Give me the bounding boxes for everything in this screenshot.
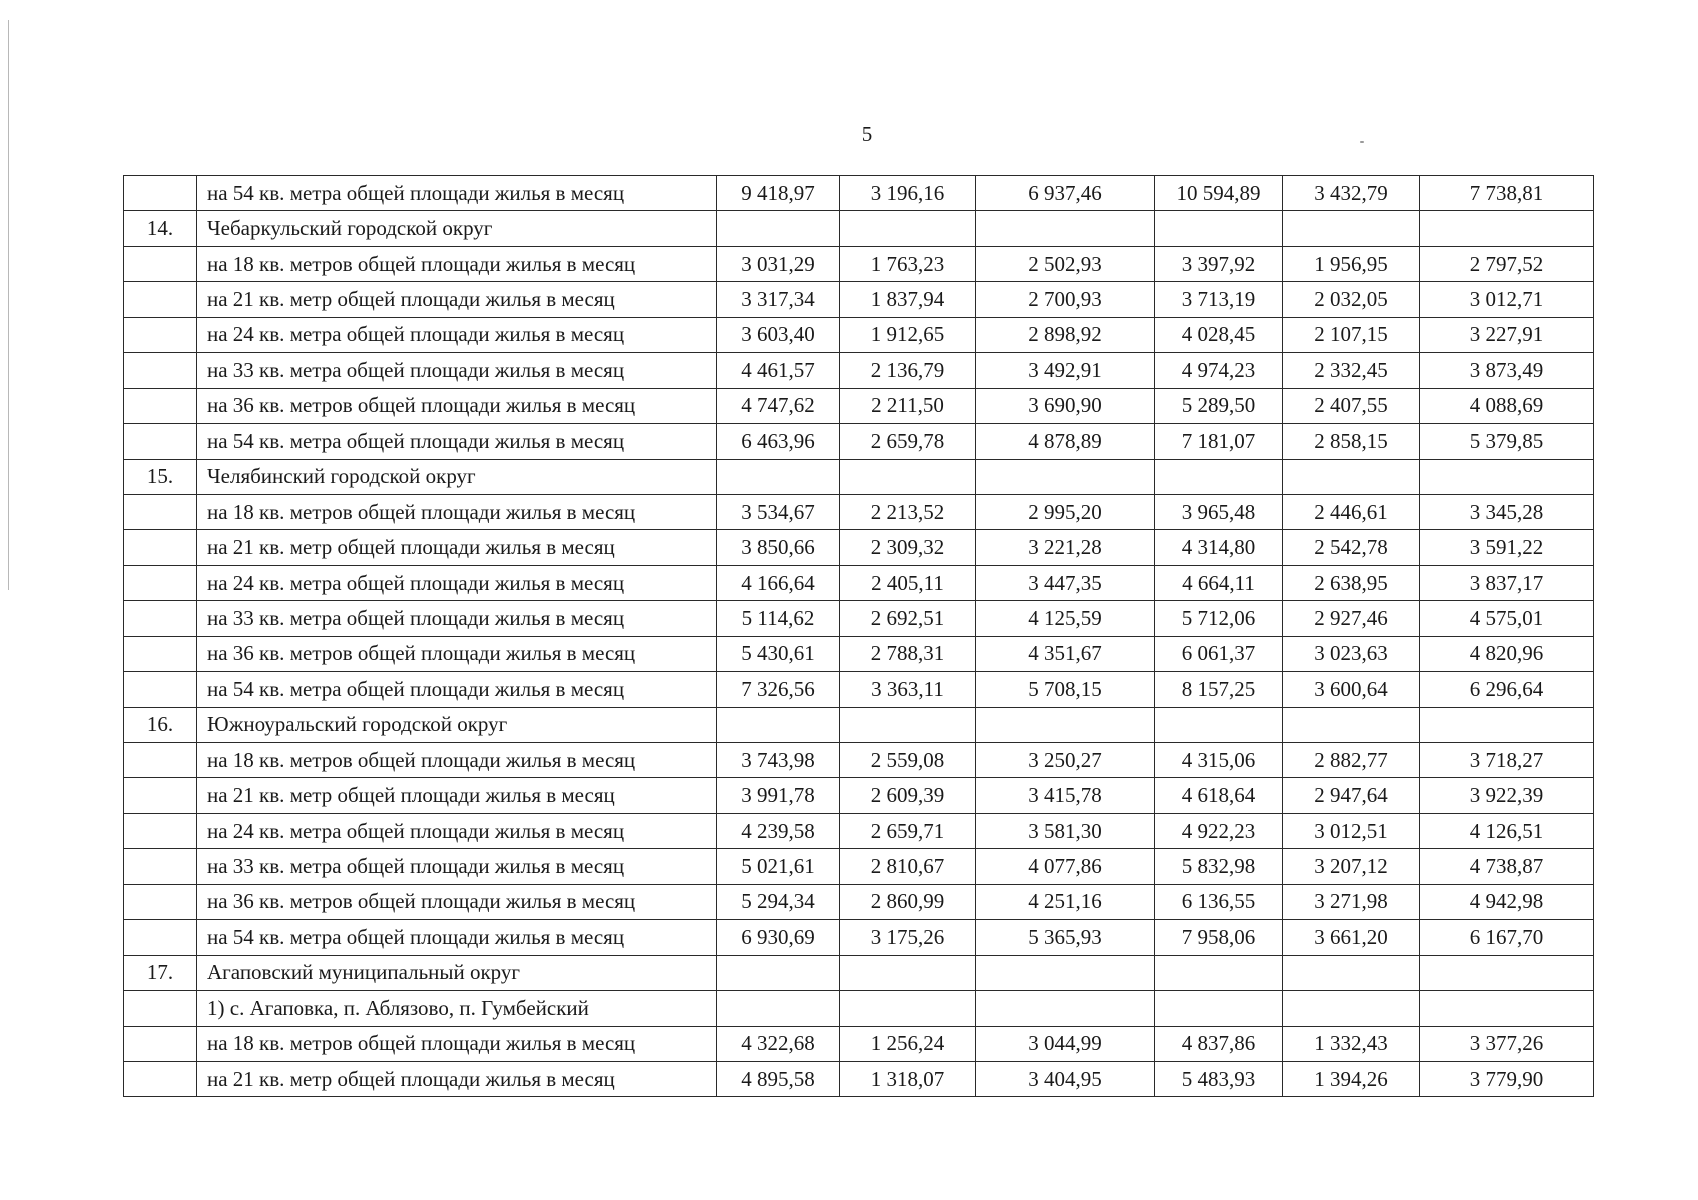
value-cell: 2 995,20 <box>976 494 1155 529</box>
value-cell: 4 028,45 <box>1155 317 1283 352</box>
value-cell: 3 404,95 <box>976 1061 1155 1096</box>
row-number <box>124 991 197 1026</box>
value-cell: 3 600,64 <box>1283 672 1420 707</box>
value-cell: 2 502,93 <box>976 246 1155 281</box>
row-number <box>124 601 197 636</box>
value-cell: 3 271,98 <box>1283 884 1420 919</box>
value-cell: 7 326,56 <box>717 672 840 707</box>
table-row <box>124 636 1594 671</box>
value-cell <box>976 991 1155 1026</box>
value-cell: 3 012,51 <box>1283 813 1420 848</box>
value-cell: 3 227,91 <box>1420 317 1594 352</box>
row-label: на 21 кв. метр общей площади жилья в месяц <box>197 530 717 565</box>
value-cell: 3 534,67 <box>717 494 840 529</box>
value-cell: 2 609,39 <box>840 778 976 813</box>
value-cell <box>1420 459 1594 494</box>
value-cell: 1 318,07 <box>840 1061 976 1096</box>
row-label: на 18 кв. метров общей площади жилья в месяц <box>197 1026 717 1061</box>
table-row <box>124 388 1594 423</box>
value-cell <box>717 955 840 990</box>
value-cell: 3 603,40 <box>717 317 840 352</box>
value-cell <box>840 955 976 990</box>
value-cell: 5 114,62 <box>717 601 840 636</box>
value-cell: 10 594,89 <box>1155 176 1283 211</box>
value-cell: 2 788,31 <box>840 636 976 671</box>
value-cell <box>717 459 840 494</box>
value-cell: 3 447,35 <box>976 565 1155 600</box>
value-cell <box>1283 991 1420 1026</box>
value-cell <box>840 211 976 246</box>
value-cell: 2 898,92 <box>976 317 1155 352</box>
value-cell: 4 314,80 <box>1155 530 1283 565</box>
tariff-table <box>123 175 1594 1097</box>
table-row <box>124 813 1594 848</box>
value-cell <box>840 459 976 494</box>
value-cell: 6 463,96 <box>717 424 840 459</box>
value-cell: 7 958,06 <box>1155 920 1283 955</box>
row-number: 15. <box>124 459 197 494</box>
row-label: Южноуральский городской округ <box>197 707 717 742</box>
value-cell: 1 837,94 <box>840 282 976 317</box>
row-number: 14. <box>124 211 197 246</box>
value-cell <box>1283 211 1420 246</box>
value-cell: 7 181,07 <box>1155 424 1283 459</box>
value-cell: 2 136,79 <box>840 353 976 388</box>
value-cell: 2 213,52 <box>840 494 976 529</box>
value-cell: 2 882,77 <box>1283 743 1420 778</box>
row-label: на 54 кв. метра общей площади жилья в месяц <box>197 672 717 707</box>
value-cell: 4 088,69 <box>1420 388 1594 423</box>
value-cell: 1 332,43 <box>1283 1026 1420 1061</box>
value-cell: 5 708,15 <box>976 672 1155 707</box>
value-cell: 5 430,61 <box>717 636 840 671</box>
row-label: на 21 кв. метр общей площади жилья в месяц <box>197 282 717 317</box>
table-row <box>124 707 1594 742</box>
row-label: на 18 кв. метров общей площади жилья в месяц <box>197 494 717 529</box>
row-number <box>124 282 197 317</box>
row-number <box>124 530 197 565</box>
value-cell: 4 747,62 <box>717 388 840 423</box>
value-cell <box>1420 211 1594 246</box>
row-number <box>124 1061 197 1096</box>
value-cell <box>1283 955 1420 990</box>
value-cell: 3 690,90 <box>976 388 1155 423</box>
value-cell: 2 659,78 <box>840 424 976 459</box>
value-cell: 3 012,71 <box>1420 282 1594 317</box>
value-cell: 4 351,67 <box>976 636 1155 671</box>
value-cell: 5 289,50 <box>1155 388 1283 423</box>
value-cell: 4 239,58 <box>717 813 840 848</box>
table-row <box>124 211 1594 246</box>
value-cell: 2 211,50 <box>840 388 976 423</box>
row-number <box>124 849 197 884</box>
value-cell: 2 032,05 <box>1283 282 1420 317</box>
value-cell: 3 415,78 <box>976 778 1155 813</box>
row-number <box>124 920 197 955</box>
value-cell: 5 365,93 <box>976 920 1155 955</box>
table-row <box>124 884 1594 919</box>
row-label: 1) с. Агаповка, п. Аблязово, п. Гумбейский <box>197 991 717 1026</box>
row-label: на 54 кв. метра общей площади жилья в месяц <box>197 176 717 211</box>
value-cell: 6 136,55 <box>1155 884 1283 919</box>
value-cell: 3 492,91 <box>976 353 1155 388</box>
table-row <box>124 282 1594 317</box>
value-cell: 4 126,51 <box>1420 813 1594 848</box>
row-label: на 36 кв. метров общей площади жилья в месяц <box>197 388 717 423</box>
table-row <box>124 530 1594 565</box>
table-row <box>124 353 1594 388</box>
value-cell: 6 061,37 <box>1155 636 1283 671</box>
value-cell: 4 322,68 <box>717 1026 840 1061</box>
value-cell: 5 712,06 <box>1155 601 1283 636</box>
value-cell: 4 895,58 <box>717 1061 840 1096</box>
value-cell: 1 763,23 <box>840 246 976 281</box>
value-cell: 6 167,70 <box>1420 920 1594 955</box>
table-row <box>124 601 1594 636</box>
value-cell: 8 157,25 <box>1155 672 1283 707</box>
value-cell: 3 397,92 <box>1155 246 1283 281</box>
scan-speck <box>1360 141 1364 143</box>
value-cell: 7 738,81 <box>1420 176 1594 211</box>
value-cell: 2 947,64 <box>1283 778 1420 813</box>
value-cell <box>717 211 840 246</box>
value-cell: 2 405,11 <box>840 565 976 600</box>
value-cell: 4 251,16 <box>976 884 1155 919</box>
row-number <box>124 246 197 281</box>
row-label: на 24 кв. метра общей площади жилья в месяц <box>197 317 717 352</box>
value-cell: 3 850,66 <box>717 530 840 565</box>
row-number <box>124 388 197 423</box>
value-cell: 5 294,34 <box>717 884 840 919</box>
value-cell: 4 315,06 <box>1155 743 1283 778</box>
value-cell <box>976 211 1155 246</box>
value-cell: 6 296,64 <box>1420 672 1594 707</box>
value-cell: 4 837,86 <box>1155 1026 1283 1061</box>
row-number <box>124 353 197 388</box>
row-number <box>124 743 197 778</box>
table-row <box>124 1026 1594 1061</box>
row-number <box>124 424 197 459</box>
value-cell: 3 377,26 <box>1420 1026 1594 1061</box>
row-number <box>124 1026 197 1061</box>
row-label: на 18 кв. метров общей площади жилья в месяц <box>197 246 717 281</box>
value-cell: 2 659,71 <box>840 813 976 848</box>
value-cell: 6 930,69 <box>717 920 840 955</box>
value-cell <box>1155 955 1283 990</box>
value-cell <box>1420 955 1594 990</box>
value-cell: 4 575,01 <box>1420 601 1594 636</box>
value-cell: 3 713,19 <box>1155 282 1283 317</box>
value-cell: 4 077,86 <box>976 849 1155 884</box>
table-row <box>124 246 1594 281</box>
value-cell: 3 432,79 <box>1283 176 1420 211</box>
value-cell <box>1155 707 1283 742</box>
value-cell: 3 175,26 <box>840 920 976 955</box>
row-number: 17. <box>124 955 197 990</box>
value-cell: 2 810,67 <box>840 849 976 884</box>
row-number <box>124 176 197 211</box>
value-cell: 1 912,65 <box>840 317 976 352</box>
table-row <box>124 743 1594 778</box>
row-label: на 54 кв. метра общей площади жилья в месяц <box>197 424 717 459</box>
value-cell <box>1155 991 1283 1026</box>
value-cell: 2 858,15 <box>1283 424 1420 459</box>
value-cell: 3 743,98 <box>717 743 840 778</box>
value-cell <box>1283 707 1420 742</box>
value-cell: 5 832,98 <box>1155 849 1283 884</box>
scan-edge-line <box>8 20 9 590</box>
table-row <box>124 991 1594 1026</box>
row-number <box>124 813 197 848</box>
value-cell: 3 581,30 <box>976 813 1155 848</box>
table-row <box>124 955 1594 990</box>
value-cell: 1 394,26 <box>1283 1061 1420 1096</box>
value-cell: 5 483,93 <box>1155 1061 1283 1096</box>
table-row <box>124 176 1594 211</box>
row-label: на 21 кв. метр общей площади жилья в месяц <box>197 778 717 813</box>
value-cell <box>976 955 1155 990</box>
value-cell: 2 542,78 <box>1283 530 1420 565</box>
row-label: на 36 кв. метров общей площади жилья в месяц <box>197 636 717 671</box>
row-number <box>124 884 197 919</box>
value-cell: 3 031,29 <box>717 246 840 281</box>
page-number: 5 <box>861 122 873 146</box>
row-number <box>124 565 197 600</box>
table-row <box>124 778 1594 813</box>
value-cell <box>717 991 840 1026</box>
value-cell: 2 638,95 <box>1283 565 1420 600</box>
value-cell: 3 837,17 <box>1420 565 1594 600</box>
value-cell: 3 363,11 <box>840 672 976 707</box>
value-cell: 4 738,87 <box>1420 849 1594 884</box>
value-cell: 3 317,34 <box>717 282 840 317</box>
table-row <box>124 672 1594 707</box>
row-label: на 36 кв. метров общей площади жилья в месяц <box>197 884 717 919</box>
value-cell: 4 166,64 <box>717 565 840 600</box>
table-row <box>124 424 1594 459</box>
value-cell: 3 922,39 <box>1420 778 1594 813</box>
value-cell: 4 820,96 <box>1420 636 1594 671</box>
value-cell: 3 044,99 <box>976 1026 1155 1061</box>
value-cell <box>840 707 976 742</box>
table-row <box>124 565 1594 600</box>
value-cell: 1 956,95 <box>1283 246 1420 281</box>
table-body <box>124 176 1594 1097</box>
value-cell: 2 446,61 <box>1283 494 1420 529</box>
value-cell: 2 700,93 <box>976 282 1155 317</box>
row-label: на 33 кв. метра общей площади жилья в месяц <box>197 353 717 388</box>
row-label: на 33 кв. метра общей площади жилья в месяц <box>197 849 717 884</box>
table-row <box>124 317 1594 352</box>
value-cell: 4 125,59 <box>976 601 1155 636</box>
value-cell: 4 461,57 <box>717 353 840 388</box>
value-cell: 4 942,98 <box>1420 884 1594 919</box>
value-cell <box>1420 991 1594 1026</box>
value-cell: 3 591,22 <box>1420 530 1594 565</box>
value-cell: 4 664,11 <box>1155 565 1283 600</box>
value-cell: 5 379,85 <box>1420 424 1594 459</box>
value-cell: 2 332,45 <box>1283 353 1420 388</box>
value-cell: 3 196,16 <box>840 176 976 211</box>
row-label: Челябинский городской округ <box>197 459 717 494</box>
value-cell <box>976 707 1155 742</box>
row-number <box>124 317 197 352</box>
value-cell <box>1420 707 1594 742</box>
value-cell: 4 878,89 <box>976 424 1155 459</box>
value-cell: 3 991,78 <box>717 778 840 813</box>
row-label: Агаповский муниципальный округ <box>197 955 717 990</box>
row-number <box>124 494 197 529</box>
row-label: на 33 кв. метра общей площади жилья в месяц <box>197 601 717 636</box>
value-cell: 2 797,52 <box>1420 246 1594 281</box>
value-cell: 2 692,51 <box>840 601 976 636</box>
value-cell <box>1283 459 1420 494</box>
value-cell: 3 718,27 <box>1420 743 1594 778</box>
value-cell <box>1155 459 1283 494</box>
value-cell: 2 927,46 <box>1283 601 1420 636</box>
value-cell: 3 221,28 <box>976 530 1155 565</box>
row-number: 16. <box>124 707 197 742</box>
table-row <box>124 920 1594 955</box>
value-cell: 3 023,63 <box>1283 636 1420 671</box>
value-cell: 3 873,49 <box>1420 353 1594 388</box>
table-row <box>124 494 1594 529</box>
value-cell <box>840 991 976 1026</box>
value-cell: 4 974,23 <box>1155 353 1283 388</box>
row-number <box>124 636 197 671</box>
value-cell <box>976 459 1155 494</box>
row-label: на 24 кв. метра общей площади жилья в месяц <box>197 565 717 600</box>
value-cell: 2 559,08 <box>840 743 976 778</box>
table-row <box>124 1061 1594 1096</box>
value-cell: 5 021,61 <box>717 849 840 884</box>
value-cell: 4 922,23 <box>1155 813 1283 848</box>
value-cell: 1 256,24 <box>840 1026 976 1061</box>
row-label: на 24 кв. метра общей площади жилья в месяц <box>197 813 717 848</box>
value-cell: 2 107,15 <box>1283 317 1420 352</box>
row-number <box>124 672 197 707</box>
value-cell <box>717 707 840 742</box>
table-row <box>124 849 1594 884</box>
value-cell: 2 860,99 <box>840 884 976 919</box>
value-cell: 3 345,28 <box>1420 494 1594 529</box>
value-cell: 3 207,12 <box>1283 849 1420 884</box>
value-cell: 2 309,32 <box>840 530 976 565</box>
value-cell: 3 661,20 <box>1283 920 1420 955</box>
value-cell: 6 937,46 <box>976 176 1155 211</box>
value-cell: 2 407,55 <box>1283 388 1420 423</box>
row-label: Чебаркульский городской округ <box>197 211 717 246</box>
value-cell: 3 779,90 <box>1420 1061 1594 1096</box>
value-cell <box>1155 211 1283 246</box>
row-label: на 21 кв. метр общей площади жилья в месяц <box>197 1061 717 1096</box>
value-cell: 3 250,27 <box>976 743 1155 778</box>
row-label: на 54 кв. метра общей площади жилья в месяц <box>197 920 717 955</box>
row-label: на 18 кв. метров общей площади жилья в месяц <box>197 743 717 778</box>
value-cell: 4 618,64 <box>1155 778 1283 813</box>
row-number <box>124 778 197 813</box>
value-cell: 3 965,48 <box>1155 494 1283 529</box>
table-row <box>124 459 1594 494</box>
value-cell: 9 418,97 <box>717 176 840 211</box>
